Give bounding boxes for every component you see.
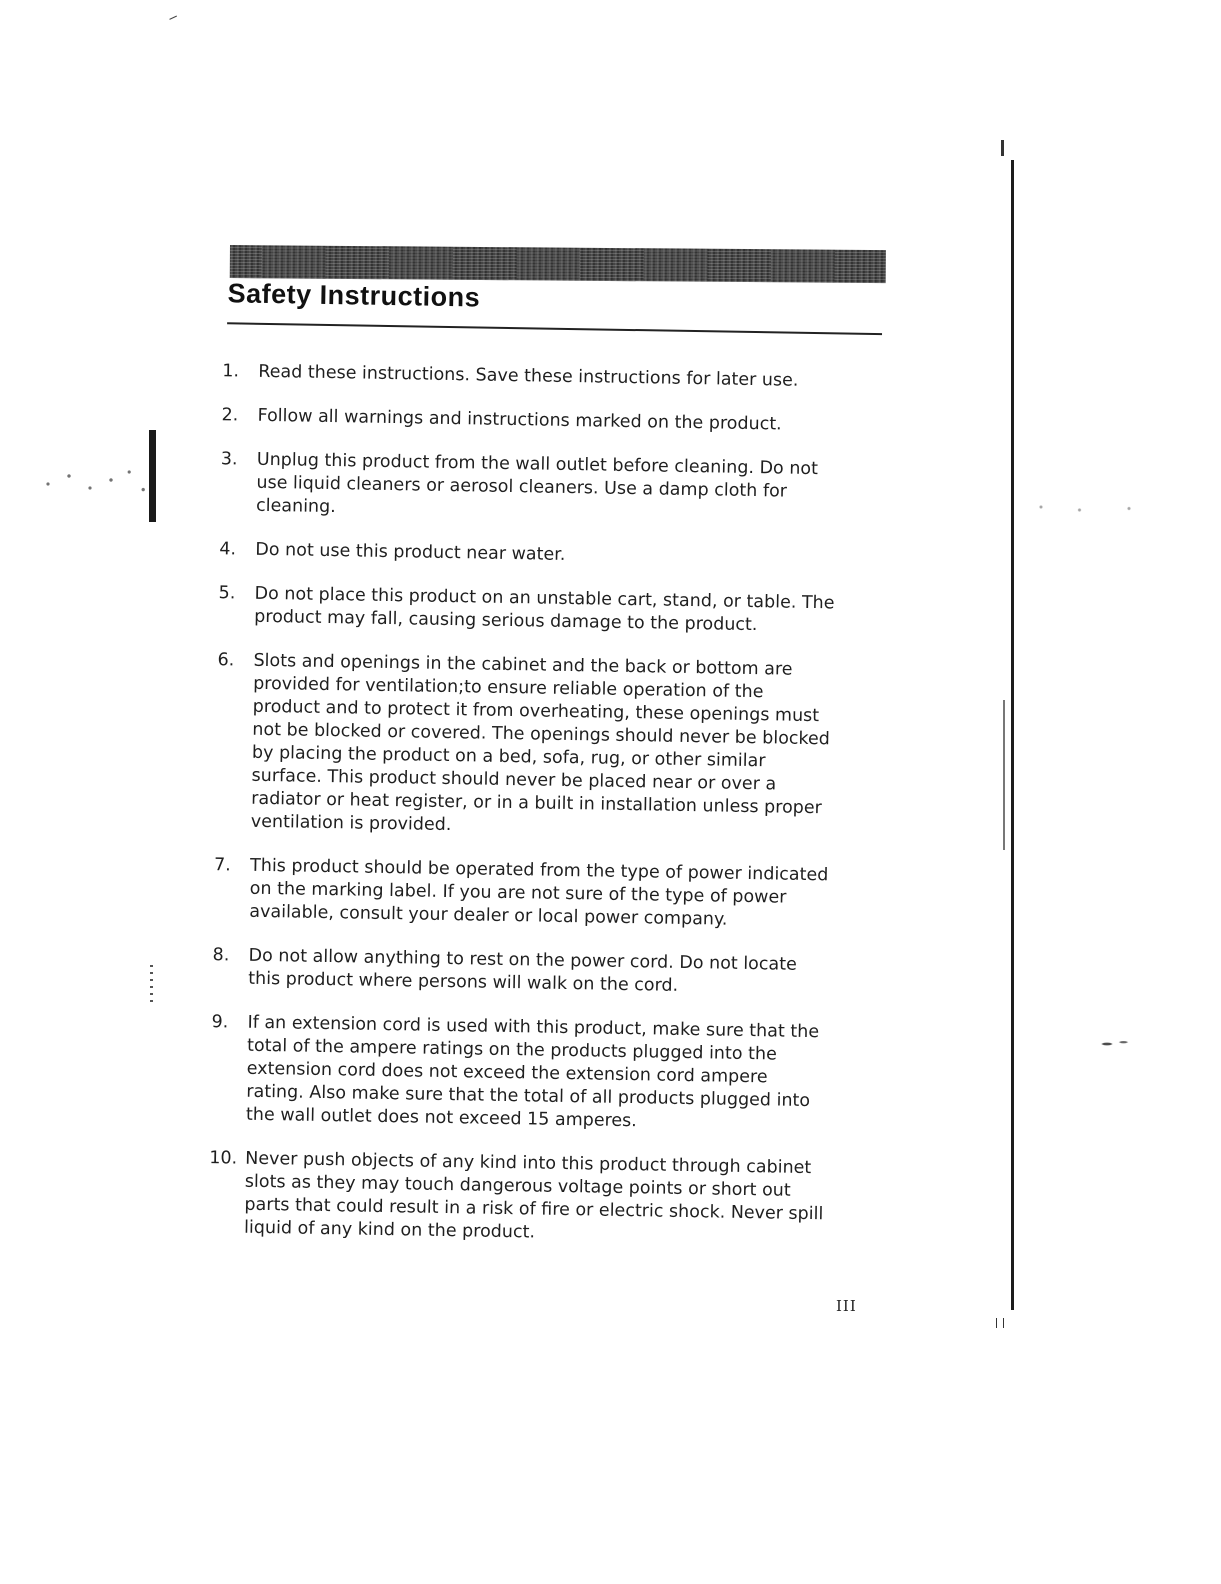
binding-edge-fragment xyxy=(1003,700,1005,850)
page-title: Safety Instructions xyxy=(227,278,481,313)
item-text: Slots and openings in the cabinet and the back or bottom are provided for ventilation;to ensure reliable operation of the product and to protect it from overheating, these openings must not be blocked or covered. The openings should never be blocked by placing the product on a bed, sofa, rug, or other similar surface. This product should never be placed near or over a radiator or heat register, or in a built in installation unless proper ventilation is provided. xyxy=(250,650,831,836)
header-band xyxy=(230,245,886,283)
item-text: Unplug this product from the wall outlet before cleaning. Do not use liquid cleaners or aerosol cleaners. Use a damp cloth for cleaning. xyxy=(255,449,819,518)
item-number: 5. xyxy=(218,583,236,604)
item-text: Never push objects of any kind into this product through cabinet slots as they may touch dangerous voltage points or short out parts that could result in a risk of fire or electric shock. Never spill liquid of any kind on the product. xyxy=(243,1148,824,1243)
item-number: 8. xyxy=(212,945,230,966)
item-text: Do not place this product on an unstable cart, stand, or table. The product may fall, causing serious damage to the product. xyxy=(254,583,835,636)
item-number: 7. xyxy=(213,855,231,876)
scan-mark-right xyxy=(1085,1035,1140,1053)
page-number: III xyxy=(836,1297,857,1315)
item-text: Do not use this product near water. xyxy=(255,539,566,565)
list-item xyxy=(196,1011,828,1136)
list-item xyxy=(204,582,835,638)
scan-noise-left xyxy=(20,440,160,520)
item-text: This product should be operated from the type of power indicated on the marking label. If you are not sure of the type of power available, consult your dealer or local power company. xyxy=(249,855,829,930)
item-number: 2. xyxy=(221,405,239,426)
item-text: Follow all warnings and instructions marked on the product. xyxy=(257,405,782,435)
list-item xyxy=(194,1147,825,1249)
binding-tick-bottom xyxy=(996,1318,1004,1328)
list-item xyxy=(201,649,834,843)
item-number: 10. xyxy=(209,1148,238,1169)
list-item xyxy=(205,538,835,571)
list-item xyxy=(208,360,838,393)
scan-speck xyxy=(169,16,178,24)
list-item xyxy=(199,854,830,933)
list-item xyxy=(207,404,837,437)
scan-mark-left xyxy=(149,430,156,522)
list-item xyxy=(206,448,837,527)
binding-edge-line xyxy=(1011,160,1014,1310)
item-number: 3. xyxy=(220,449,238,470)
item-number: 1. xyxy=(222,361,240,382)
item-number: 4. xyxy=(219,539,237,560)
scan-dots-left xyxy=(150,965,153,1005)
item-number: 6. xyxy=(217,650,235,671)
scan-noise-right xyxy=(1030,495,1140,525)
item-text: Do not allow anything to rest on the power cord. Do not locate this product where persons will walk on the cord. xyxy=(248,945,797,996)
title-divider xyxy=(227,322,882,334)
list-item xyxy=(198,944,829,1000)
item-text: Read these instructions. Save these instructions for later use. xyxy=(258,361,799,391)
item-number: 9. xyxy=(211,1012,229,1033)
item-text: If an extension cord is used with this product, make sure that the total of the ampere ratings on the products plugged into the extension cord does not exceed the extension cord ampere rating. Also make sure that the total of all products plugged into the wall outlet does not exceed 15 amperes. xyxy=(245,1012,820,1132)
binding-tick-top xyxy=(1001,140,1004,156)
safety-instructions-list xyxy=(194,360,839,1270)
